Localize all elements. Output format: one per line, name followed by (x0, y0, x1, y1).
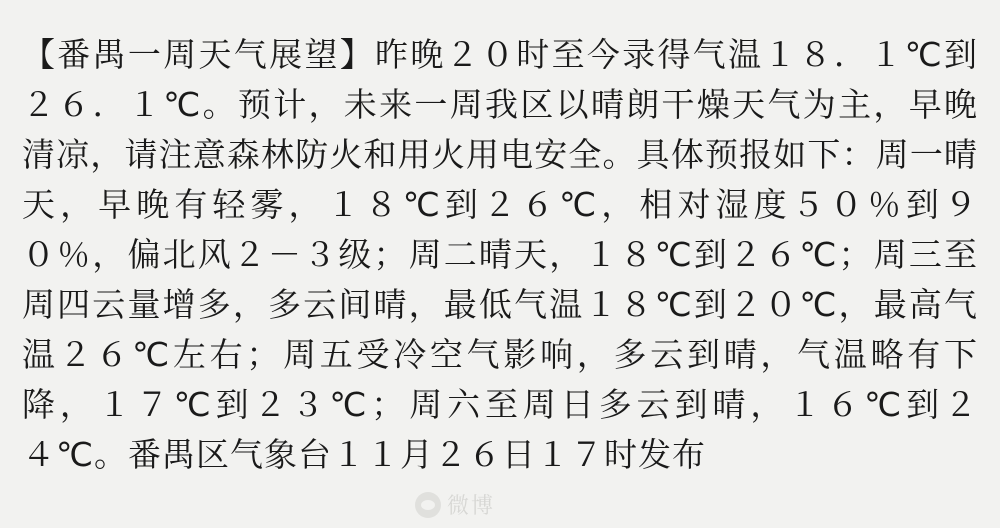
weather-forecast-text: 【番禺一周天气展望】昨晚２０时至今录得气温１８．１℃到２６．１℃。预计，未来一周我区以晴朗干燥天气为主，早晚清凉，请注意森林防火和用火用电安全。具体预报如下：周一晴天，早晚有轻雾，１８℃到２６℃，相对湿度５０％到９０％，偏北风２－３级；周二晴天，１８℃到２６℃；周三至周四云量增多，多云间晴，最低气温１８℃到２０℃，最高气温２６℃左右；周五受冷空气影响，多云到晴，气温略有下降，１７℃到２３℃；周六至周日多云到晴，１６℃到２４℃。番禺区气象台１１月２６日１７时发布 (22, 35, 978, 474)
weibo-logo-icon (415, 492, 441, 518)
watermark (415, 489, 495, 520)
watermark-label: 微博 (447, 494, 496, 519)
